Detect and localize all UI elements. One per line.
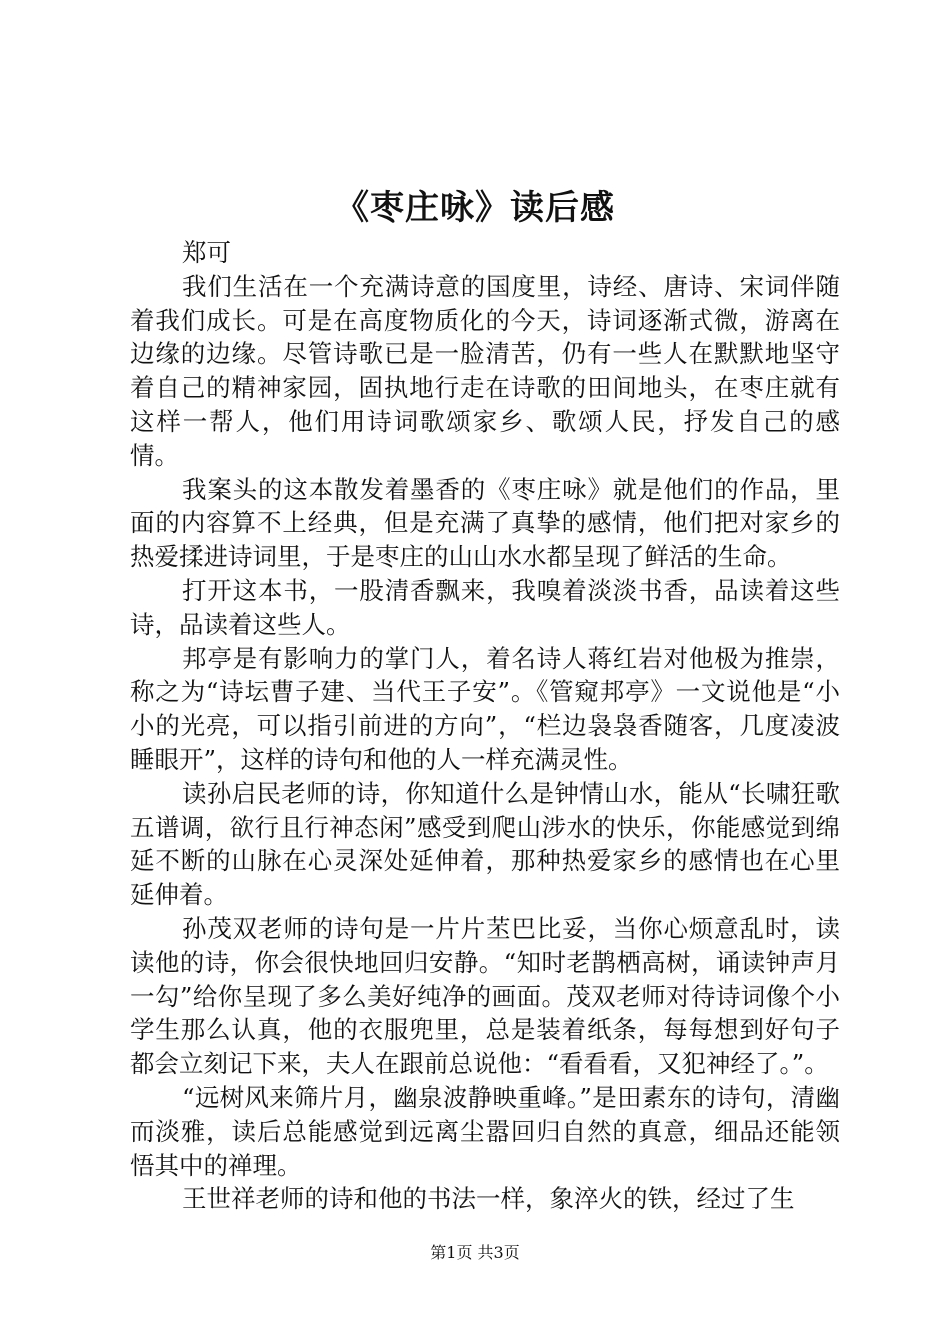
paragraph-4: 邦亭是有影响力的掌门人，着名诗人蒋红岩对他极为推崇，称之为“诗坛曹子建、当代王子安”。《管窥邦亭》一文说他是“小小的光亮，可以指引前进的方向”，“栏边袅袅香随客，几度凌波睡眼开”，这样的诗句和他的人一样充满灵性。 [130,643,840,774]
paragraph-2: 我案头的这本散发着墨香的《枣庄咏》就是他们的作品，里面的内容算不上经典，但是充满了真挚的感情，他们把对家乡的热爱揉进诗词里，于是枣庄的山山水水都呈现了鲜活的生命。 [130,474,840,572]
author-name: 郑可 [182,238,231,267]
document-body [130,236,840,1216]
paragraph-6: 孙茂双老师的诗句是一片片苤巴比妥，当你心烦意乱时，读读他的诗，你会很快地回归安静。“知时老鹊栖高树，诵读钟声月一勾”给你呈现了多么美好纯净的画面。茂双老师对待诗词像个小学生那么认真，他的衣服兜里，总是装着纸条，每每想到好句子都会立刻记下来，夫人在跟前总说他：“看看看，又犯神经了。”。 [130,913,840,1079]
paragraph-8: 王世祥老师的诗和他的书法一样，象淬火的铁，经过了生 [182,1184,795,1214]
paragraph-5: 读孙启民老师的诗，你知道什么是钟情山水，能从“长啸狂歌五谱调，欲行且行神态闲”感受到爬山涉水的快乐，你能感觉到绵延不断的山脉在心灵深处延伸着，那种热爱家乡的感情也在心里延伸着。 [130,778,840,910]
document-title: 《枣庄咏》读后感 [335,188,615,228]
paragraph-1: 我们生活在一个充满诗意的国度里，诗经、唐诗、宋词伴随着我们成长。可是在高度物质化的今天，诗词逐渐式微，游离在边缘的边缘。尽管诗歌已是一脸清苦，仍有一些人在默默地坚守着自己的精神家园，固执地行走在诗歌的田间地头，在枣庄就有这样一帮人，他们用诗词歌颂家乡、歌颂人民，抒发自己的感情。 [130,271,840,470]
paragraph-3: 打开这本书，一股清香飘来，我嗅着淡淡书香，品读着这些诗，品读着这些人。 [130,575,840,639]
page-number-footer: 第1页 共3页 [430,1243,520,1262]
paragraph-7: “远树风来筛片月，幽泉波静映重峰。”是田素东的诗句，清幽而淡雅，读后总能感觉到远离尘嚣回归自然的真意，细品还能领悟其中的禅理。 [130,1082,840,1180]
